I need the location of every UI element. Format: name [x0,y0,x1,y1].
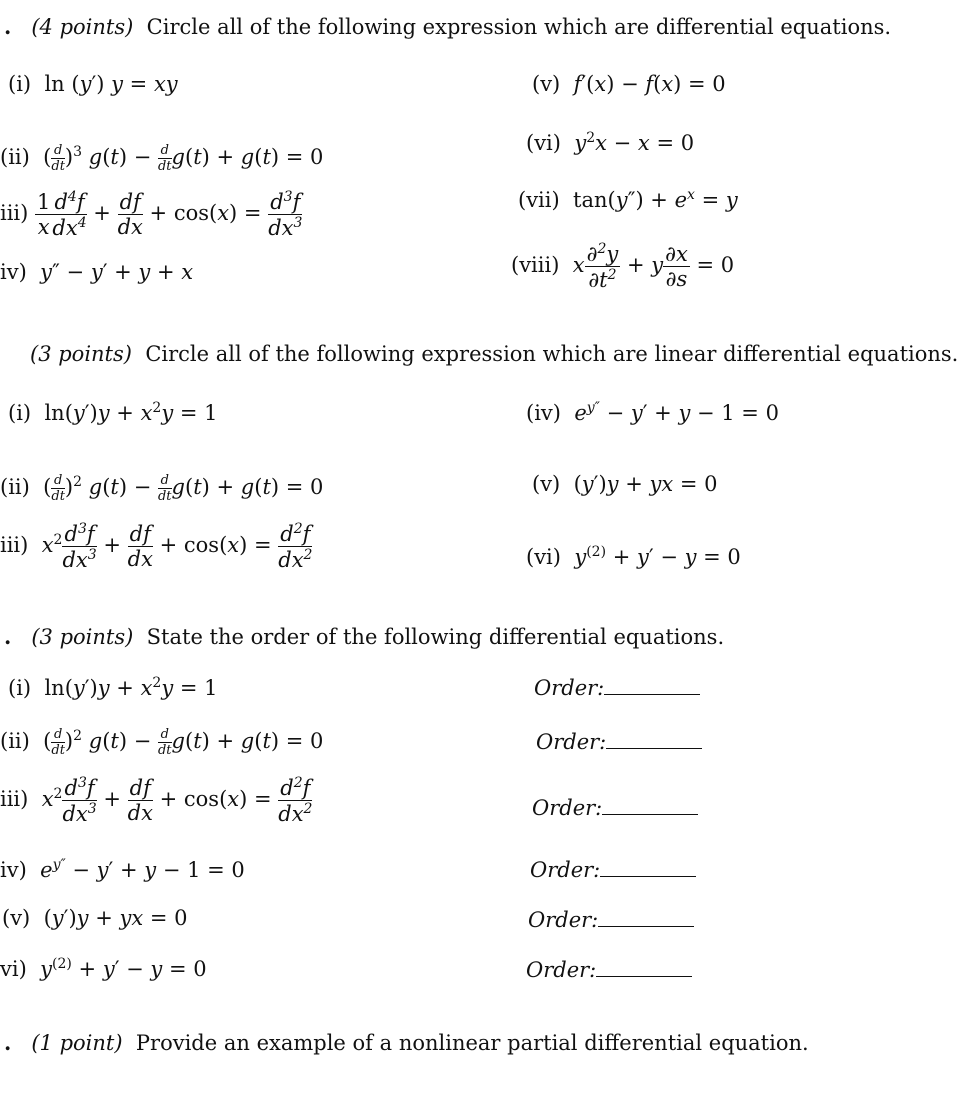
q2-item-ii[interactable]: (ii) ( $\frac{d}{dt}$ )$^2$ g(t) − $\frac{d}{dt}$ g(t) + g(t) = 0 [0,473,324,504]
q1-item-i[interactable]: (i) ln (y′) y = xy [8,72,178,96]
answer-blank[interactable] [602,796,698,815]
q3-order-iv[interactable]: Order: [530,858,696,881]
q3-bullet: . [4,624,12,649]
q4-heading [4,1032,809,1054]
q2-item-i[interactable]: (i) $\ln(y')y + x^2y = 1$ [8,400,218,425]
q1-item-vii[interactable]: (vii) $\tan(y'') + e^x = y$ [518,187,738,212]
q3-order-ii[interactable]: Order: [536,730,702,753]
q4-bullet: . [4,1030,12,1055]
item-label: (vi) [526,545,561,569]
q3-item-i: (i) $\ln(y')y + x^2y = 1$ [8,675,218,700]
item-label: iv) [0,858,27,882]
item-label: (i) [8,401,32,425]
q2-item-vi[interactable]: (vi) $y^{(2)} + y' - y = 0$ [526,544,741,569]
q3-order-v[interactable]: Order: [528,908,694,931]
item-label: (ii) [0,475,30,500]
q4-prompt: Provide an example of a nonlinear partial differential equation. [135,1031,809,1055]
q4-points: (1 point) [31,1031,123,1055]
item-label: iii) [0,201,29,226]
q1-prompt: Circle all of the following expression which are differential equations. [146,15,892,39]
q3-item-iv: iv) $e^{y''} - y' + y - 1 = 0$ [0,857,245,882]
q2-prompt: Circle all of the following expression which are linear differential equations. [145,342,959,366]
item-label: (ii) [0,729,30,754]
item-label: (viii) [511,253,560,278]
answer-blank[interactable] [598,908,694,927]
q3-prompt: State the order of the following differential equations. [146,625,725,649]
answer-blank[interactable] [606,730,702,749]
q3-order-vi[interactable]: Order: [526,958,692,981]
q3-order-iii[interactable]: Order: [532,796,698,819]
q3-heading [4,626,724,648]
q3-item-ii: (ii) ( $\frac{d}{dt}$ )$^2$ g(t) − $\frac{d}{dt}$ g(t) + g(t) = 0 [0,727,324,758]
q2-item-iv[interactable]: (iv) $e^{y''} - y' + y - 1 = 0$ [526,400,779,425]
q2-heading [30,344,958,365]
q3-item-v: (v) (y′)y + yx = 0 [2,906,188,930]
q3-order-i[interactable]: Order: [534,676,700,699]
q1-item-ii[interactable]: (ii) ( $\frac{d}{dt}$ )$^3$ g(t) − $\frac{d}{dt}$ g(t) + g(t) = 0 [0,143,324,174]
q3-item-iii: iii) $x^2$ $\frac{d^3f}{dx^3}$ + $\frac{df}{dx}$ + cos(x) = $\frac{d^2f}{dx^2}$ [0,775,313,827]
item-label: (vii) [518,188,560,212]
item-label: (v) [532,72,561,96]
item-label: (v) [532,472,561,496]
answer-blank[interactable] [596,958,692,977]
item-label: (vi) [526,131,561,155]
item-label: (i) [8,72,32,96]
q1-item-iv[interactable]: iv) y″ − y′ + y + x [0,260,194,284]
item-label: iii) [0,533,29,558]
q1-heading [4,16,891,38]
q2-item-v[interactable]: (v) (y′)y + yx = 0 [532,472,718,496]
q3-points: (3 points) [31,625,134,649]
item-label: iv) [0,260,27,284]
q1-item-viii[interactable]: (viii) x $\frac{\partial^2y}{\partial t^2}$ + y $\frac{\partial x}{\partial s}$ = 0 [511,241,735,293]
item-label: iii) [0,787,29,812]
item-label: (i) [8,676,32,700]
q2-points: (3 points) [30,342,132,366]
q1-points: (4 points) [31,15,134,39]
answer-blank[interactable] [604,676,700,695]
q1-bullet: . [4,14,12,39]
q1-item-vi[interactable]: (vi) $y^2x - x = 0$ [526,130,695,155]
item-label: vi) [0,957,27,981]
item-label: (iv) [526,401,561,425]
item-label: (v) [2,906,31,930]
answer-blank[interactable] [600,858,696,877]
q1-item-iii[interactable]: iii) $\frac{1}{x}$ $\frac{d^4f}{dx^4}$ + $\frac{df}{dx}$ + cos(x) = $\frac{d^3f}{dx^3}$ [0,189,303,241]
q1-item-v[interactable]: (v) f′(x) − f(x) = 0 [532,72,726,96]
q2-item-iii[interactable]: iii) $x^2$ $\frac{d^3f}{dx^3}$ + $\frac{df}{dx}$ + cos(x) = $\frac{d^2f}{dx^2}$ [0,521,313,573]
item-label: (ii) [0,145,30,170]
q3-item-vi: vi) $y^{(2)} + y' - y = 0$ [0,956,207,981]
